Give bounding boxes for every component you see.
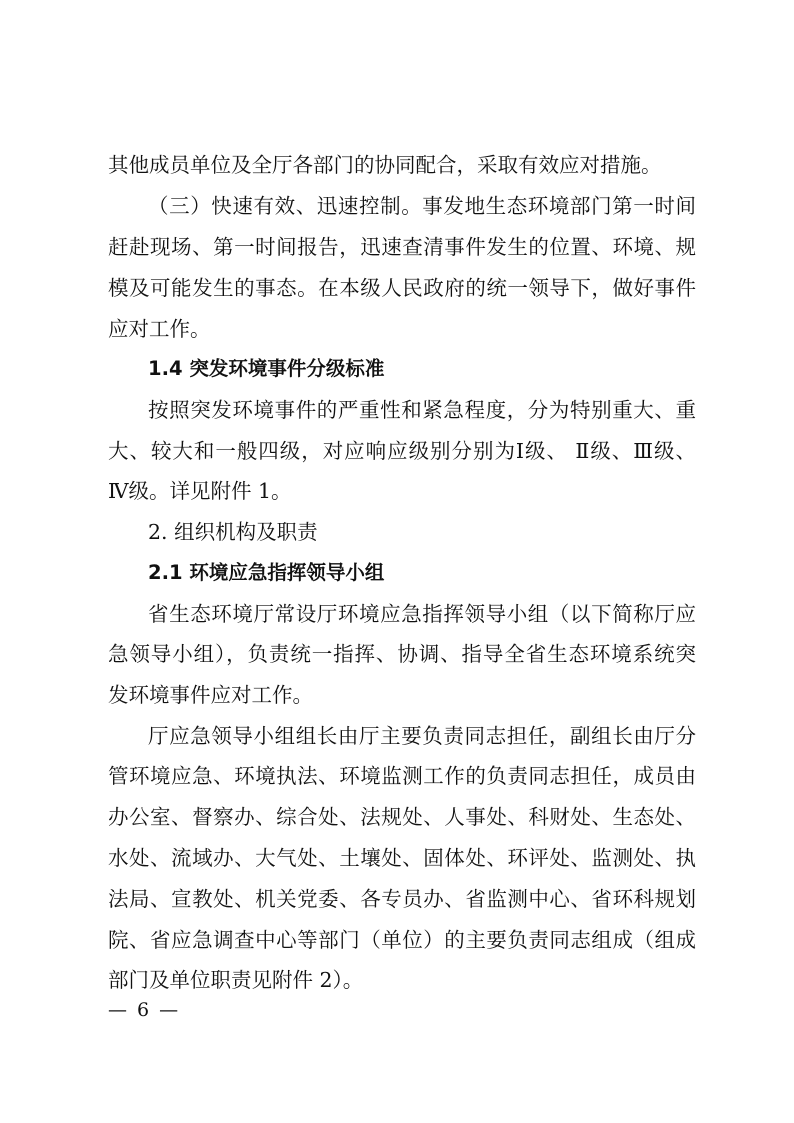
paragraph-line: 按照突发环境事件的严重性和紧急程度，分为特别重大、重 (148, 398, 696, 422)
paragraph-line: 应对工作。 (108, 317, 211, 341)
paragraph-line: 办公室、督察办、综合处、法规处、人事处、科财处、生态处、 (108, 805, 696, 829)
paragraph-line: （三）快速有效、迅速控制。事发地生态环境部门第一时间 (148, 194, 696, 218)
page-number: — 6 — (108, 999, 181, 1021)
paragraph-line: 大、较大和一般四级，对应响应级别分别为Ⅰ级、 Ⅱ级、Ⅲ级、 (108, 439, 696, 463)
paragraph-line: 急领导小组），负责统一指挥、协调、指导全省生态环境系统突 (108, 642, 696, 666)
paragraph-line: 其他成员单位及全厅各部门的协同配合，采取有效应对措施。 (108, 153, 662, 177)
section-heading: 2. 组织机构及职责 (148, 520, 318, 544)
section-heading: 1.4 突发环境事件分级标准 (148, 357, 385, 380)
paragraph-line: 法局、宣教处、机关党委、各专员办、省监测中心、省环科规划 (108, 887, 696, 911)
paragraph-line: 管环境应急、环境执法、环境监测工作的负责同志担任，成员由 (108, 764, 696, 788)
paragraph-line: 水处、流域办、大气处、土壤处、固体处、环评处、监测处、执 (108, 846, 696, 870)
paragraph-line: 厅应急领导小组组长由厅主要负责同志担任，副组长由厅分 (148, 724, 696, 748)
paragraph-line: Ⅳ级。详见附件 1。 (108, 479, 292, 503)
paragraph-line: 发环境事件应对工作。 (108, 683, 313, 707)
paragraph-line: 部门及单位职责见附件 2）。 (108, 968, 364, 992)
paragraph-line: 省生态环境厅常设厅环境应急指挥领导小组（以下简称厅应 (148, 602, 696, 626)
paragraph-line: 院、省应急调查中心等部门（单位）的主要负责同志组成（组成 (108, 928, 696, 952)
paragraph-line: 赶赴现场、第一时间报告，迅速查清事件发生的位置、环境、规 (108, 235, 696, 259)
section-heading: 2.1 环境应急指挥领导小组 (148, 561, 385, 584)
paragraph-line: 模及可能发生的事态。在本级人民政府的统一领导下，做好事件 (108, 276, 696, 300)
